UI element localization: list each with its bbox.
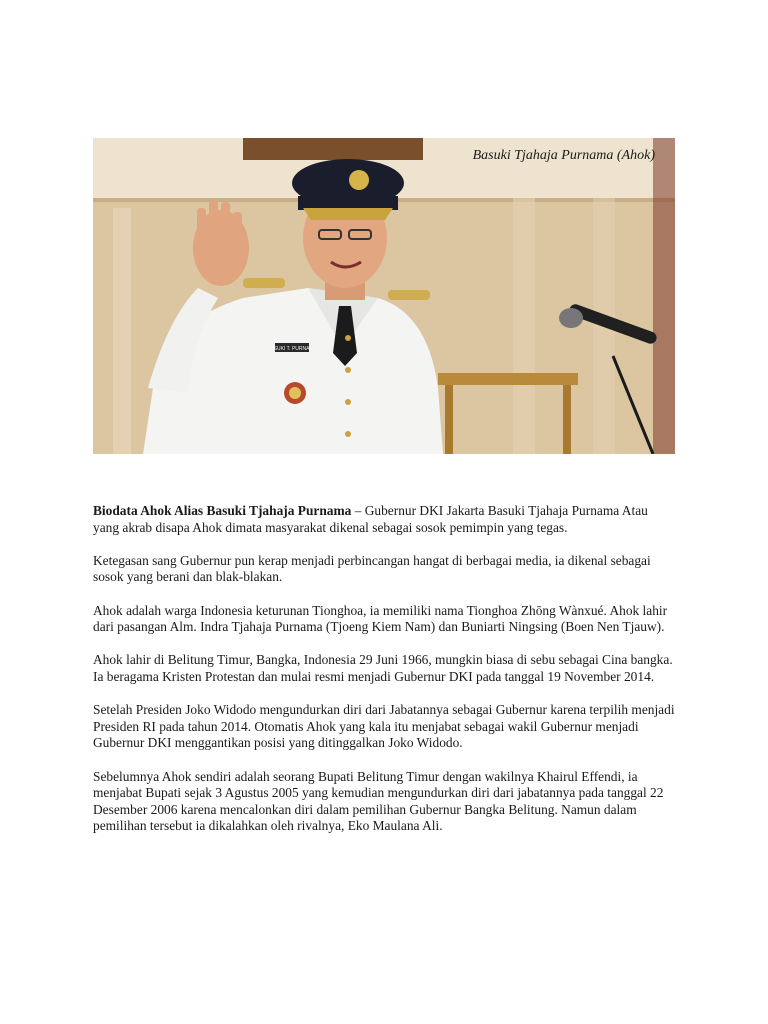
paragraph: Ahok lahir di Belitung Timur, Bangka, Indonesia 29 Juni 1966, mungkin biasa di sebu sebagai Cina bangka. Ia beragama Kristen Protestan dan mulai resmi menjadi Gubernur DKI pada tanggal 19 November 2014.: [93, 652, 673, 684]
paragraph: Setelah Presiden Joko Widodo mengundurkan diri dari Jabatannya sebagai Gubernur karena terpilih menjadi Presiden RI pada tahun 2014. Otomatis Ahok yang kala itu menjabat sebagai wakil Gubernur menjadi Gubernur DKI menggantikan posisi yang ditinggalkan Joko Widodo.: [93, 702, 675, 751]
photo-caption: Basuki Tjahaja Purnama (Ahok): [472, 148, 655, 163]
name-tag-text: BASUKI T. PURNAMA: [267, 346, 317, 352]
paragraph: Sebelumnya Ahok sendiri adalah seorang Bupati Belitung Timur dengan wakilnya Khairul Effendi, ia menjabat Bupati sejak 3 Agustus 2005 yang kemudian mengundurkan diri dari jabatannya pada tanggal 22 Desember 2006 karena mencalonkan diri dalam pemilihan Gubernur Bangka Belitung. Namun dalam pemilihan tersebut ia dikalahkan oleh rivalnya, Eko Maulana Ali.: [93, 768, 664, 834]
portrait-illustration: [93, 138, 675, 454]
lead-paragraph: [93, 503, 675, 536]
article-body: [93, 503, 675, 851]
portrait-photo: [93, 138, 675, 454]
lead-bold-title: Biodata Ahok Alias Basuki Tjahaja Purnama: [93, 503, 352, 518]
paragraph: Ketegasan sang Gubernur pun kerap menjadi perbincangan hangat di berbagai media, ia dikenal sebagai sosok yang berani dan blak-blakan.: [93, 552, 651, 585]
lead-text: – Gubernur DKI Jakarta Basuki Tjahaja Purnama Atau yang akrab disapa Ahok dimata masyarakat dikenal sebagai sosok pemimpin yang tegas.: [93, 503, 648, 535]
paragraph: Ahok adalah warga Indonesia keturunan Tionghoa, ia memiliki nama Tionghoa Zhōng Wànxué. Ahok lahir dari pasangan Alm. Indra Tjahaja Purnama (Tjoeng Kiem Nam) dan Buniarti Ningsing (Boen Nen Tjauw).: [93, 602, 668, 635]
